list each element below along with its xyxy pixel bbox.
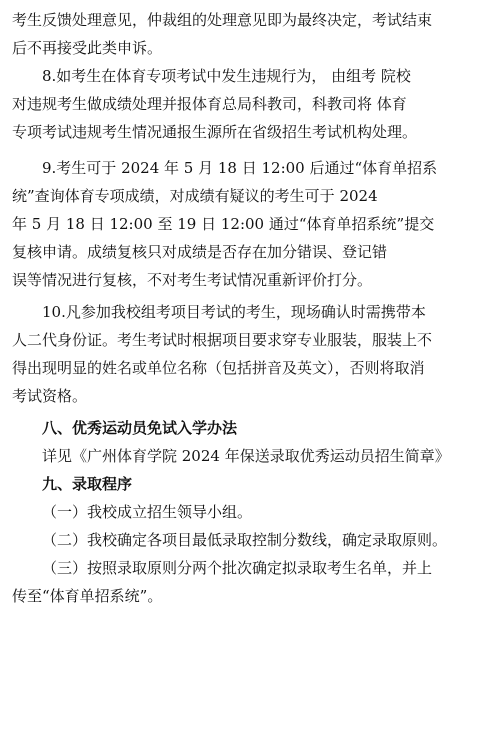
paragraph-10-line: 得出现明显的姓名或单位名称（包括拼音及英文），否则将取消 <box>12 359 425 377</box>
procedure-item-3-continued: 传至“体育单招系统”。 <box>12 587 163 605</box>
paragraph-9-line: 复核申请。成绩复核只对成绩是否存在加分错误、登记错 <box>12 243 388 261</box>
paragraph-8-line: 专项考试违规考生情况通报生源所在省级招生考试机构处理。 <box>12 123 418 141</box>
procedure-item-3: （三）按照录取原则分两个批次确定拟录取考生名单，并上 <box>42 559 433 577</box>
paragraph-9-line: 误等情况进行复核，不对考生考试情况重新评价打分。 <box>12 271 373 289</box>
section-8-text: 详见《广州体育学院 2024 年保送录取优秀运动员招生简章》 <box>42 447 450 465</box>
text-line: 考生反馈处理意见，仲裁组的处理意见即为最终决定，考试结束 <box>12 11 433 29</box>
paragraph-10-line: 10.凡参加我校组考项目考试的考生，现场确认时需携带本 <box>42 303 426 321</box>
text-line: 后不再接受此类申诉。 <box>12 39 163 57</box>
paragraph-10-line: 考试资格。 <box>12 387 88 405</box>
paragraph-9-line: 年 5 月 18 日 12:00 至 19 日 12:00 通过“体育单招系统”提交 <box>12 215 435 233</box>
procedure-item-1: （一）我校成立招生领导小组。 <box>42 503 253 521</box>
procedure-item-2: （二）我校确定各项目最低录取控制分数线，确定录取原则。 <box>42 531 448 549</box>
paragraph-10-line: 人二代身份证。考生考试时根据项目要求穿专业服装，服装上不 <box>12 331 433 349</box>
paragraph-9-line: 9.考生可于 2024 年 5 月 18 日 12:00 后通过“体育单招系 <box>42 159 438 177</box>
paragraph-8-line: 8.如考生在体育专项考试中发生违规行为， 由组考 院校 <box>42 67 411 85</box>
section-heading-9: 九、录取程序 <box>42 475 133 493</box>
section-heading-8: 八、优秀运动员免试入学办法 <box>42 419 238 437</box>
paragraph-9-line: 统”查询体育专项成绩，对成绩有疑议的考生可于 2024 <box>12 187 378 205</box>
paragraph-8-line: 对违规考生做成绩处理并报体育总局科教司，科教司将 体育 <box>12 95 407 113</box>
